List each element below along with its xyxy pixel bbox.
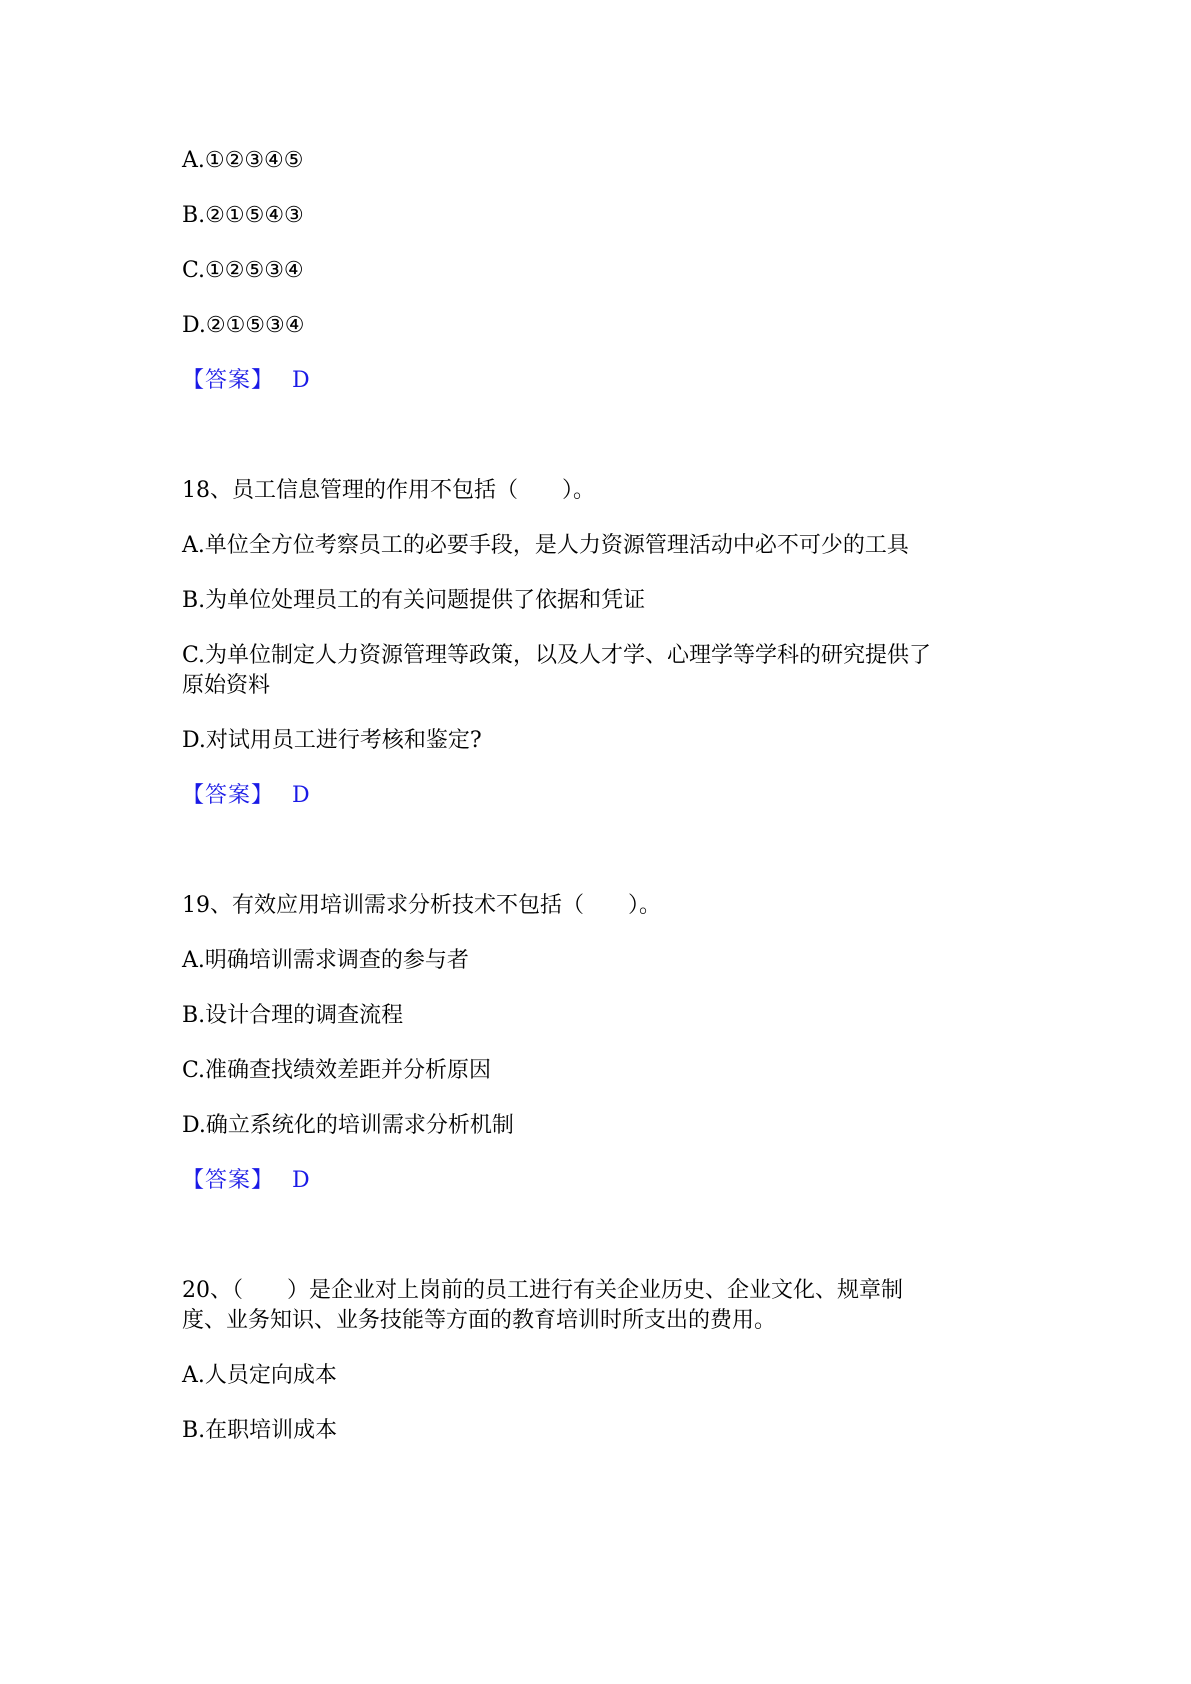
option-d: D.确立系统化的培训需求分析机制 bbox=[182, 1113, 514, 1138]
option-c-continued: 原始资料 bbox=[182, 673, 271, 698]
option-b: B.在职培训成本 bbox=[182, 1418, 338, 1443]
answer-label: 【答案】 bbox=[182, 1168, 275, 1193]
option-d: D.对试用员工进行考核和鉴定? bbox=[182, 728, 482, 753]
option-b: B.设计合理的调查流程 bbox=[182, 1003, 404, 1028]
option-a: A.人员定向成本 bbox=[182, 1363, 337, 1388]
option-b: B.②①⑤④③ bbox=[182, 203, 304, 228]
question-stem: 18、员工信息管理的作用不包括（ ）。 bbox=[182, 478, 595, 503]
option-b: B.为单位处理员工的有关问题提供了依据和凭证 bbox=[182, 588, 646, 613]
question-stem: 19、有效应用培训需求分析技术不包括（ ）。 bbox=[182, 893, 661, 918]
answer bbox=[182, 781, 310, 811]
option-a: A.单位全方位考察员工的必要手段，是人力资源管理活动中必不可少的工具 bbox=[182, 533, 909, 558]
option-a: A.①②③④⑤ bbox=[182, 148, 304, 173]
answer-value: D bbox=[292, 783, 310, 808]
answer bbox=[182, 1166, 310, 1196]
answer-value: D bbox=[292, 1168, 310, 1193]
answer-label: 【答案】 bbox=[182, 368, 275, 393]
question-stem-continued: 度、业务知识、业务技能等方面的教育培训时所支出的费用。 bbox=[182, 1308, 777, 1333]
answer-value: D bbox=[292, 368, 310, 393]
option-c: C.准确查找绩效差距并分析原因 bbox=[182, 1058, 492, 1083]
option-a: A.明确培训需求调查的参与者 bbox=[182, 948, 469, 973]
answer-label: 【答案】 bbox=[182, 783, 275, 808]
option-c: C.①②⑤③④ bbox=[182, 258, 304, 283]
option-d: D.②①⑤③④ bbox=[182, 313, 305, 338]
option-c: C.为单位制定人力资源管理等政策，以及人才学、心理学等学科的研究提供了 bbox=[182, 643, 932, 668]
answer bbox=[182, 366, 310, 396]
question-stem: 20、（ ）是企业对上岗前的员工进行有关企业历史、企业文化、规章制 bbox=[182, 1278, 903, 1303]
